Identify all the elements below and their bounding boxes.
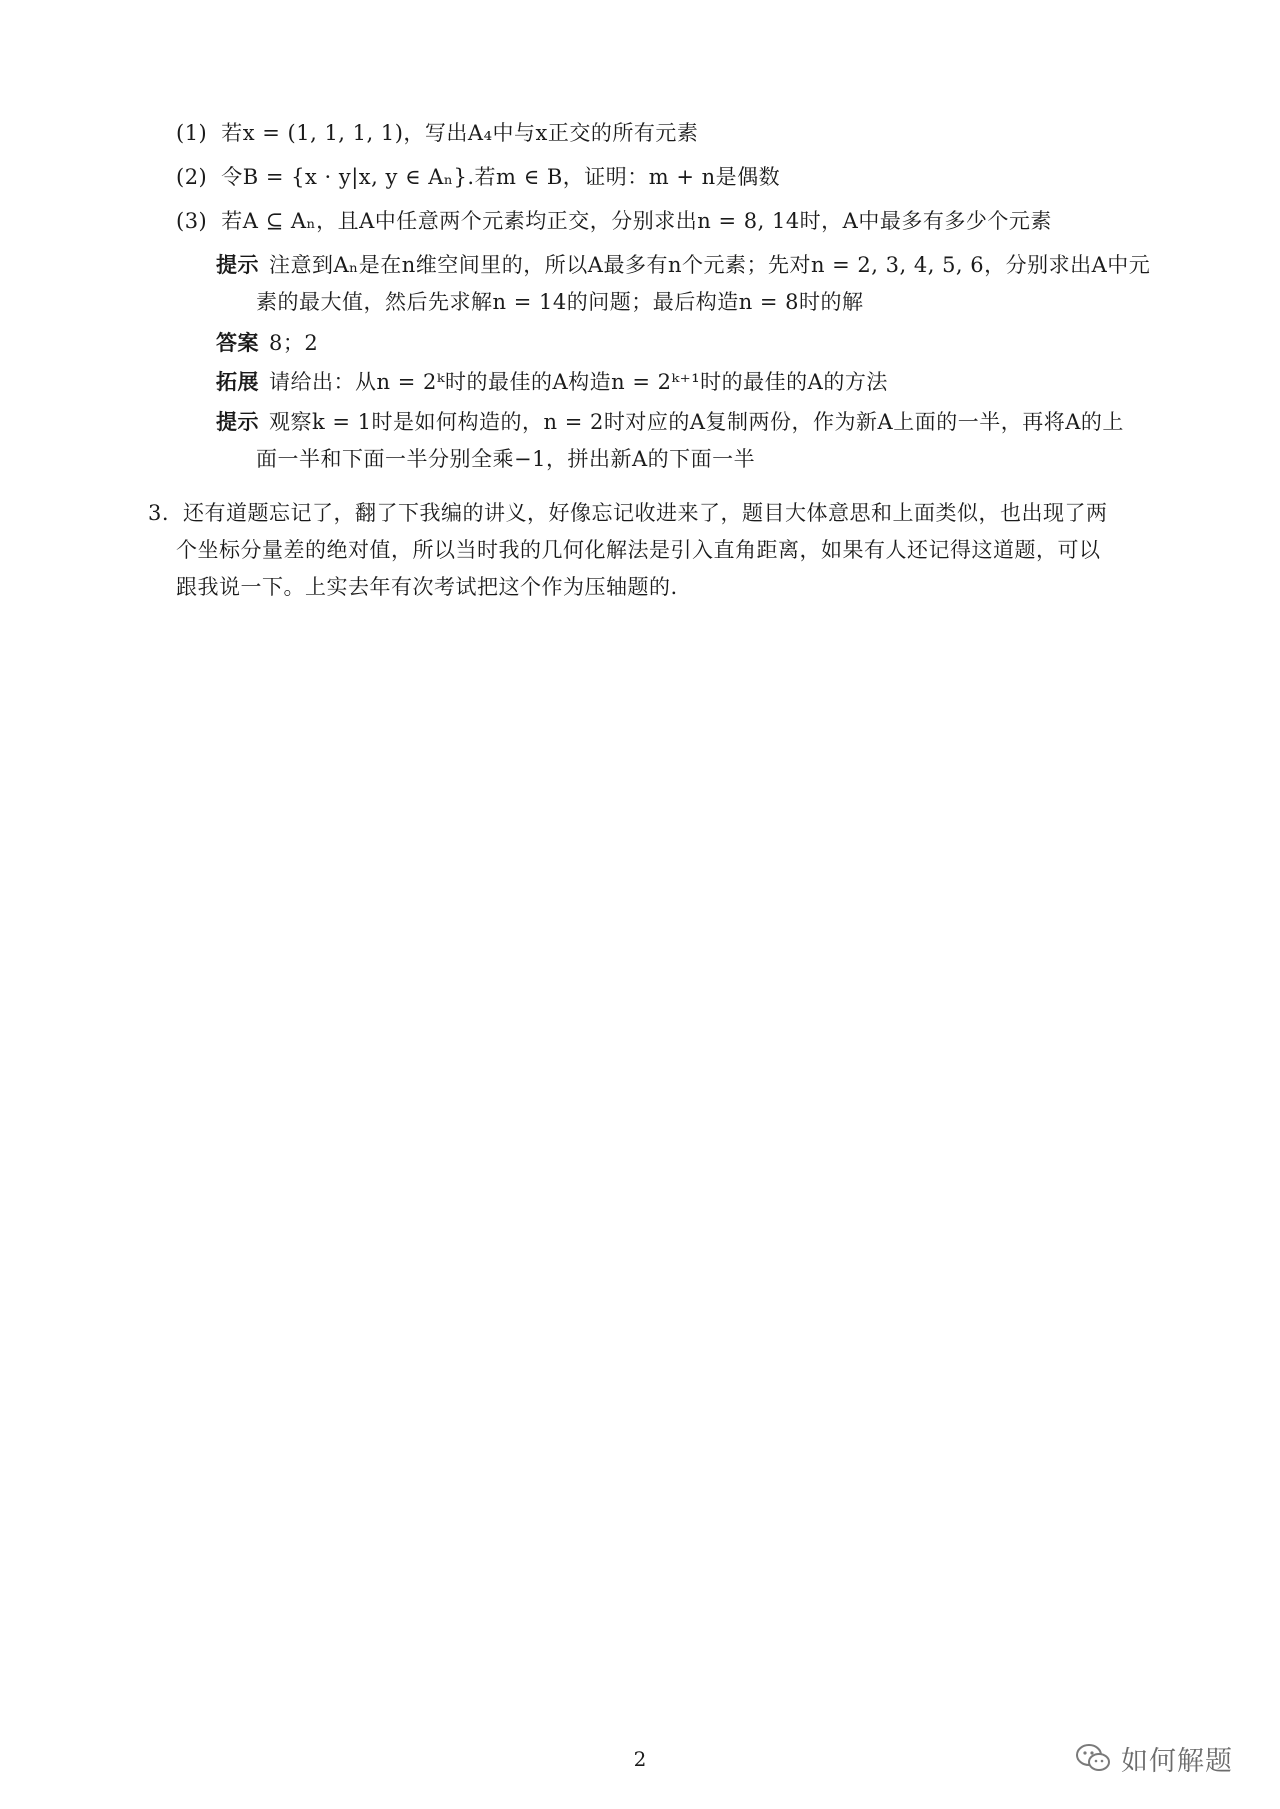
problem-text: 跟我说一下。上实去年有次考试把这个作为压轴题的. <box>176 575 678 599</box>
subquestion-text: 令B = {x · y|x, y ∈ Aₙ}.若m ∈ B，证明：m + n是偶数 <box>221 165 781 189</box>
subquestion-number: (1) <box>176 121 208 145</box>
subquestion-1 <box>176 118 698 148</box>
subquestion-text: 若x = (1, 1, 1, 1)，写出A₄中与x正交的所有元素 <box>221 121 699 145</box>
answer-text: 8；2 <box>269 331 319 355</box>
hint-text: 面一半和下面一半分别全乘−1，拼出新A的下面一半 <box>256 447 756 471</box>
hint-text: 观察k = 1时是如何构造的，n = 2时对应的A复制两份，作为新A上面的一半，再将A的上 <box>269 410 1124 434</box>
answer-label: 答案 <box>216 331 259 355</box>
hint-text: 素的最大值，然后先求解n = 14的问题；最后构造n = 8时的解 <box>256 290 864 314</box>
problem-text: 个坐标分量差的绝对值，所以当时我的几何化解法是引入直角距离，如果有人还记得这道题，可以 <box>176 538 1101 562</box>
watermark <box>1075 1738 1233 1778</box>
extension-label: 拓展 <box>216 370 259 394</box>
extension-text: 请给出：从n = 2ᵏ时的最佳的A构造n = 2ᵏ⁺¹时的最佳的A的方法 <box>269 370 888 394</box>
hint-2-line-2 <box>256 444 755 474</box>
problem-3-line-1 <box>148 498 1108 528</box>
page-number: 2 <box>633 1747 647 1771</box>
subquestion-3 <box>176 206 1052 236</box>
problem-number: 3. <box>148 501 170 525</box>
hint-1-line-1 <box>216 250 1150 280</box>
answer-line <box>216 328 318 358</box>
subquestion-number: (2) <box>176 165 208 189</box>
hint-2-line-1 <box>216 407 1124 437</box>
hint-1-line-2 <box>256 287 864 317</box>
subquestion-number: (3) <box>176 209 208 233</box>
hint-label: 提示 <box>216 253 259 277</box>
wechat-icon <box>1075 1743 1111 1773</box>
watermark-text: 如何解题 <box>1121 1745 1233 1777</box>
subquestion-2 <box>176 162 780 192</box>
problem-text: 还有道题忘记了，翻了下我编的讲义，好像忘记收进来了，题目大体意思和上面类似，也出现了两 <box>183 501 1108 525</box>
problem-3-line-3 <box>176 572 678 602</box>
problem-3-line-2 <box>176 535 1101 565</box>
hint-label: 提示 <box>216 410 259 434</box>
subquestion-text: 若A ⊆ Aₙ，且A中任意两个元素均正交，分别求出n = 8, 14时，A中最多有多少个元素 <box>221 209 1052 233</box>
extension-line <box>216 367 888 397</box>
hint-text: 注意到Aₙ是在n维空间里的，所以A最多有n个元素；先对n = 2, 3, 4, 5, 6，分别求出A中元 <box>269 253 1151 277</box>
